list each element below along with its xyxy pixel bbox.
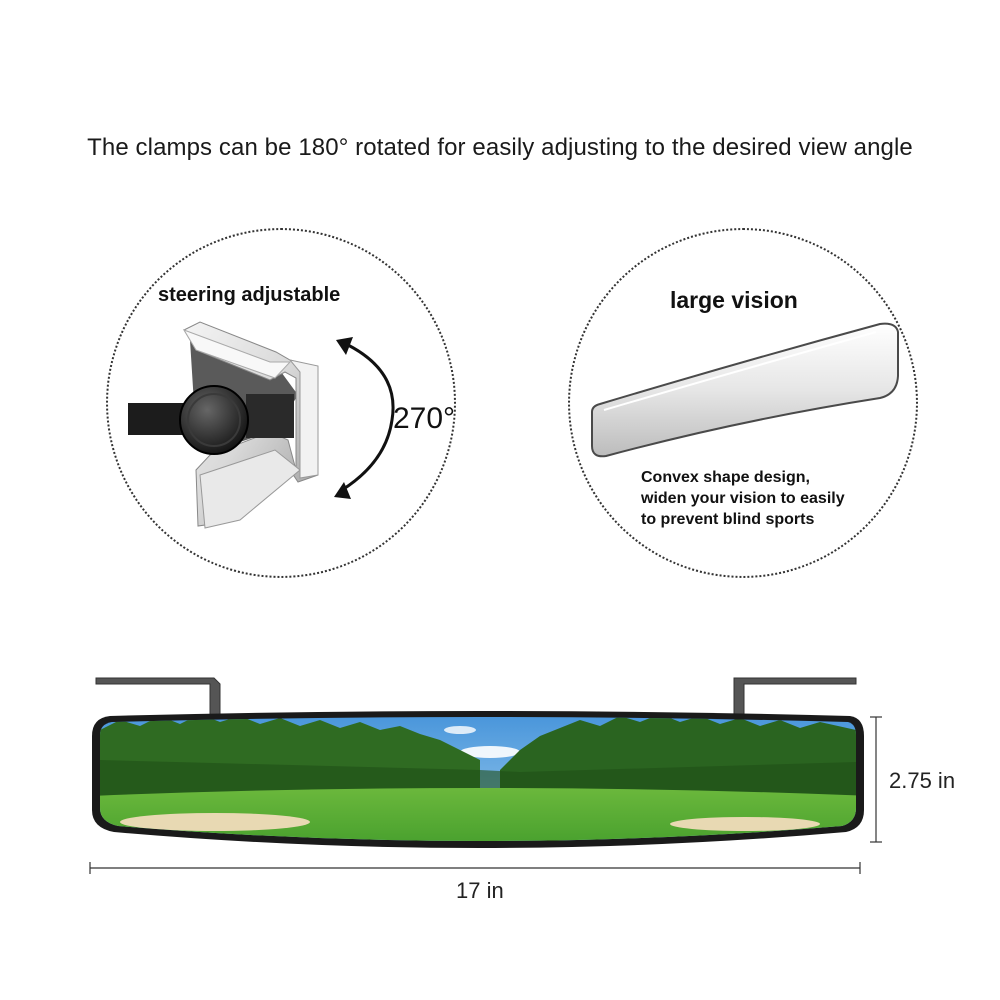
- height-label: 2.75 in: [889, 768, 956, 793]
- height-dimension-line: [870, 717, 882, 842]
- rotation-angle: 270°: [393, 402, 456, 435]
- description-line-2: widen your vision to easily: [641, 490, 845, 507]
- mirror-product-image: [90, 678, 870, 860]
- rotation-arrow-icon: [342, 345, 393, 490]
- convex-mirror-icon: [592, 324, 898, 457]
- steering-label: steering adjustable: [158, 284, 341, 306]
- vision-label: large vision: [670, 287, 798, 313]
- headline: The clamps can be 180° rotated for easily adjusting to the desired view angle: [87, 134, 913, 161]
- width-label: 17 in: [456, 878, 504, 903]
- description-line-1: Convex shape design,: [641, 469, 810, 486]
- clamp-bracket-icon: [128, 322, 318, 528]
- description-line-3: to prevent blind sports: [641, 511, 815, 528]
- width-dimension-line: [90, 862, 860, 874]
